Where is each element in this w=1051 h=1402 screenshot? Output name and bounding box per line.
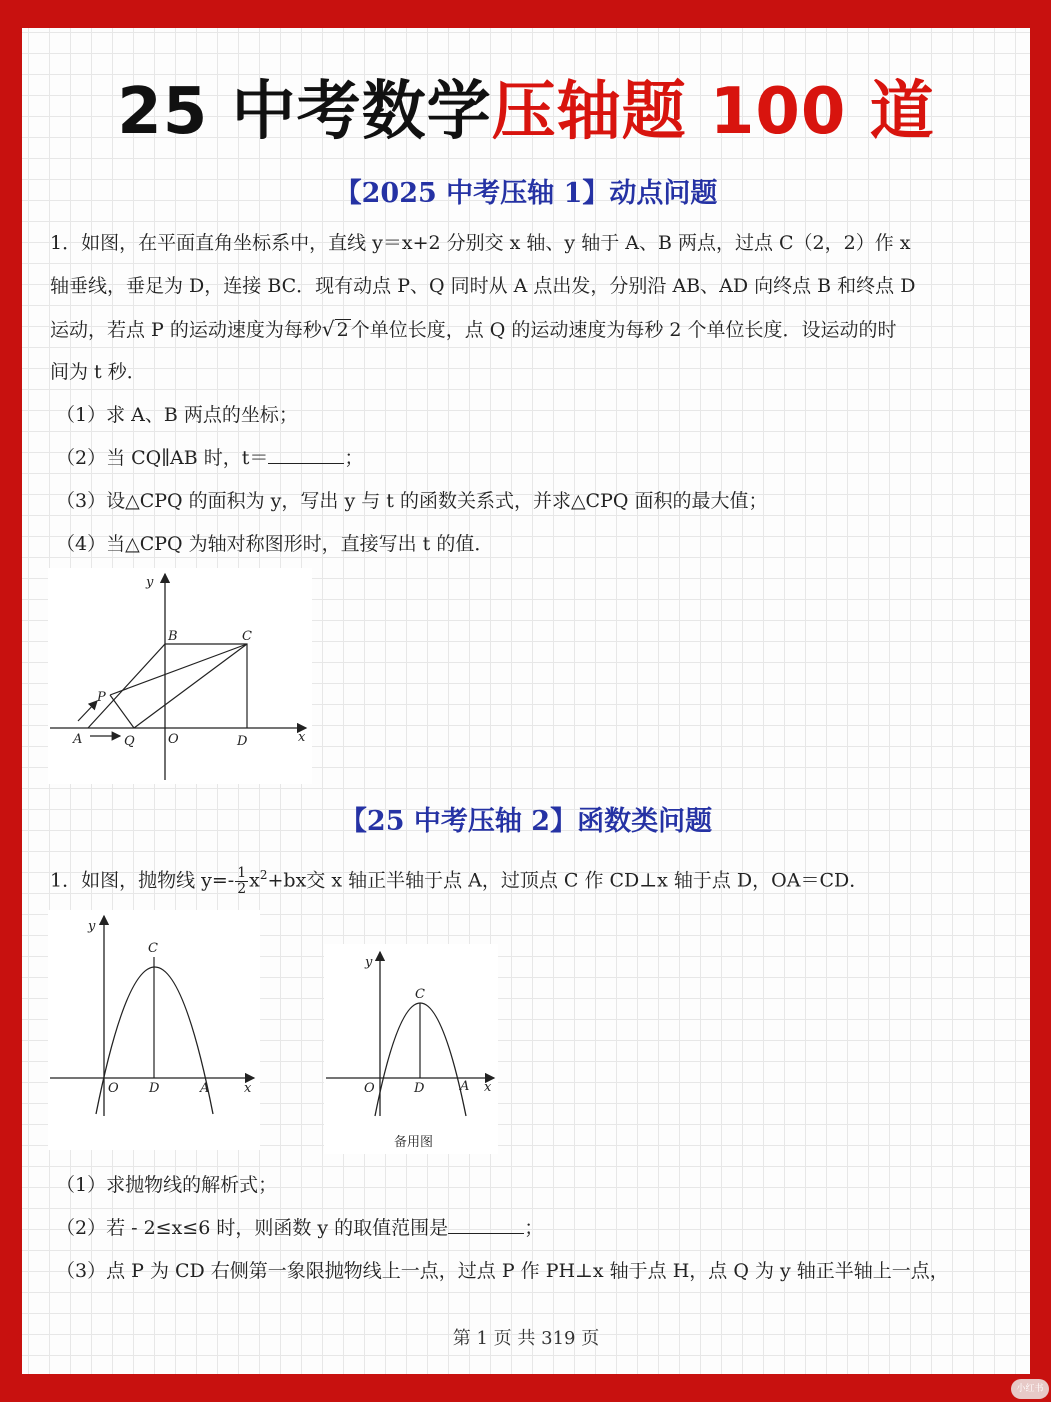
s2-exponent: 2 (259, 868, 268, 882)
s1-line3-a: 运动，若点 P 的运动速度为每秒 (50, 319, 322, 341)
figure-coordinate-plane-1 (48, 568, 312, 784)
label-x3: x (484, 1080, 492, 1095)
label-a: A (73, 732, 83, 747)
caption-backup: 备用图 (394, 1135, 434, 1150)
watermark-badge: 小红书 (1011, 1379, 1049, 1399)
figure-parabola-backup (324, 944, 498, 1154)
s2-line1-a: 1．如图，抛物线 y=- (50, 869, 235, 892)
fraction (235, 866, 248, 897)
arrow-p (78, 701, 97, 721)
s1-line4: 间为 t 秒． (50, 361, 146, 383)
s1-line2: 轴垂线，垂足为 D，连接 BC．现有动点 P、Q 同时从 A 点出发，分别沿 AB、AD 向终点 B 和终点 D (50, 275, 916, 297)
s2-q2-text: （2）若 - 2≤x≤6 时，则函数 y 的取值范围是 (56, 1217, 449, 1239)
s1-line3: 运动，若点 P 的运动速度为每秒√ 2 个单位长度，点 Q 的运动速度为每秒 2 个单位长度．设运动的时 (50, 317, 897, 341)
section1-header: 【2025 中考压轴 1】动点问题 (334, 178, 718, 209)
s2-q2-end: ； (524, 1217, 544, 1239)
label-d3: D (414, 1081, 425, 1096)
label-x: x (298, 730, 306, 745)
label-a2: A (200, 1081, 210, 1096)
s2-q1: （1）求抛物线的解析式； (56, 1174, 278, 1196)
s1-line1: 1．如图，在平面直角坐标系中，直线 y＝x+2 分别交 x 轴、y 轴于 A、B 两点，过点 C（2，2）作 x (50, 232, 911, 254)
label-o: O (168, 732, 179, 747)
s2-q2 (56, 1215, 543, 1241)
s2-q3: （3）点 P 为 CD 右侧第一象限抛物线上一点，过点 P 作 PH⊥x 轴于点 H，点 Q 为 y 轴正半轴上一点， (56, 1260, 949, 1282)
label-b: B (168, 629, 178, 644)
label-c3: C (415, 987, 425, 1002)
s2-line1 (50, 862, 868, 897)
page-title (22, 72, 1030, 152)
s1-line3-b: 个单位长度，点 Q 的运动速度为每秒 2 个单位长度．设运动的时 (350, 319, 897, 341)
label-q: Q (124, 734, 135, 749)
s1-q2-text: （2）当 CQ∥AB 时，t＝ (56, 447, 269, 469)
s1-q2 (56, 445, 363, 471)
label-y3: y (365, 955, 373, 970)
label-o2: O (108, 1081, 119, 1096)
section2-header: 【25 中考压轴 2】函数类问题 (339, 806, 713, 837)
label-d2: D (149, 1081, 160, 1096)
figure-parabola-1 (48, 910, 260, 1150)
label-x2: x (244, 1081, 252, 1096)
label-y: y (146, 575, 154, 590)
label-c: C (242, 629, 252, 644)
s1-q1: （1）求 A、B 两点的坐标； (56, 404, 298, 426)
document-page (22, 28, 1030, 1374)
label-o3: O (364, 1081, 375, 1096)
answer-blank (268, 445, 344, 464)
label-d: D (237, 734, 248, 749)
title-black: 25 中考数学 (117, 75, 492, 149)
label-p: P (97, 690, 106, 705)
s1-q2-end: ； (344, 447, 364, 469)
polygon-abcd (88, 644, 247, 728)
page-footer: 第 1 页 共 319 页 (452, 1328, 600, 1349)
sqrt-value: 2 (336, 319, 349, 341)
segment-pq (110, 695, 134, 728)
s1-q4: （4）当△CPQ 为轴对称图形时，直接写出 t 的值． (56, 533, 494, 555)
title-red: 压轴题 100 道 (491, 75, 935, 149)
frac-den: 2 (237, 880, 247, 897)
answer-blank-2 (448, 1215, 524, 1234)
s2-line1-c: +bx交 x 轴正半轴于点 A，过顶点 C 作 CD⊥x 轴于点 D，OA＝CD． (267, 869, 869, 892)
label-a3: A (460, 1079, 470, 1094)
s1-q3: （3）设△CPQ 的面积为 y，写出 y 与 t 的函数关系式，并求△CPQ 面积的最大值； (56, 490, 768, 512)
label-c2: C (148, 941, 158, 956)
label-y2: y (88, 919, 96, 934)
segment-qc (134, 644, 247, 728)
frac-num: 1 (237, 864, 247, 881)
s2-line1-x: x (249, 869, 260, 892)
segment-pc (110, 644, 247, 695)
